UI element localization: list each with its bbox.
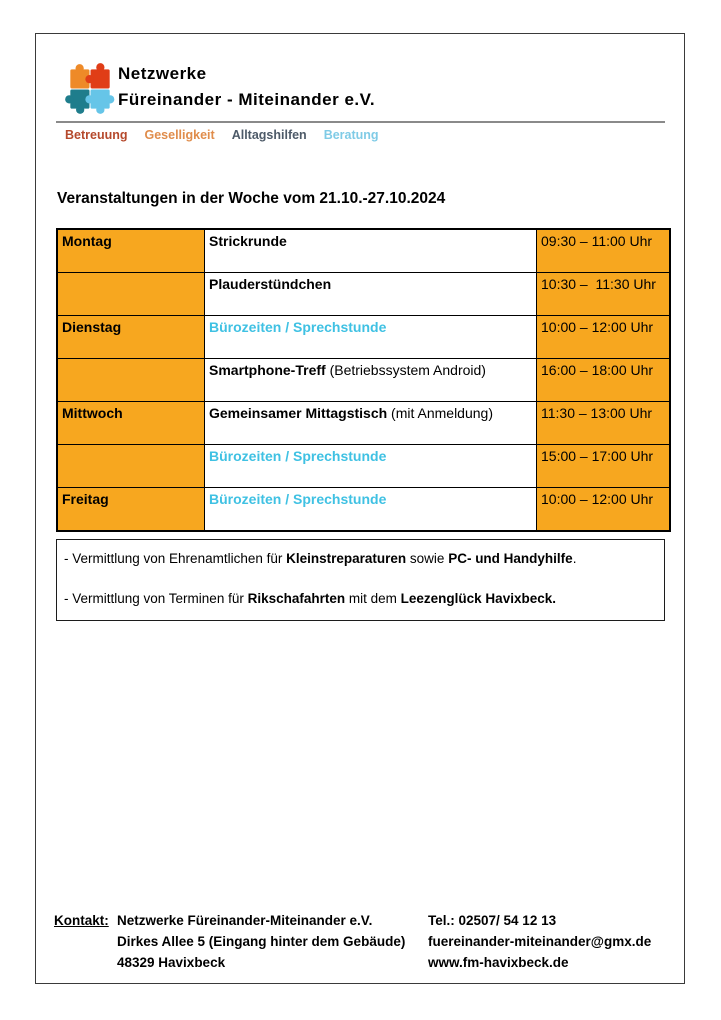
day-cell: Montag bbox=[57, 229, 205, 273]
note-line-2 bbox=[64, 590, 657, 608]
contact-web: www.fm-havixbeck.de bbox=[428, 955, 569, 970]
table-row bbox=[57, 273, 670, 316]
table-row bbox=[57, 488, 670, 532]
note-text: mit dem bbox=[345, 591, 401, 606]
event-cell bbox=[205, 402, 537, 445]
letterhead-nav bbox=[65, 128, 379, 142]
time-cell: 11:30 – 13:00 Uhr bbox=[537, 402, 671, 445]
time-cell: 10:00 – 12:00 Uhr bbox=[537, 316, 671, 359]
day-cell bbox=[57, 445, 205, 488]
table-row bbox=[57, 402, 670, 445]
page-title: Veranstaltungen in der Woche vom 21.10.-27.10.2024 bbox=[57, 190, 446, 207]
event-note: (mit Anmeldung) bbox=[387, 405, 493, 421]
puzzle-logo-icon bbox=[64, 60, 116, 118]
event-cell bbox=[205, 488, 537, 532]
event-cell bbox=[205, 359, 537, 402]
schedule-table bbox=[56, 228, 671, 532]
day-cell bbox=[57, 359, 205, 402]
note-text: - Vermittlung von Ehrenamtlichen für bbox=[64, 551, 287, 566]
day-cell bbox=[57, 273, 205, 316]
note-line-1 bbox=[64, 550, 657, 568]
table-row bbox=[57, 316, 670, 359]
note-bold: Rikschafahrten bbox=[247, 591, 346, 606]
event-name: Gemeinsamer Mittagstisch bbox=[209, 405, 388, 421]
note-text: - Vermittlung von Terminen für bbox=[64, 591, 248, 606]
contact-street: Dirkes Allee 5 (Eingang hinter dem Gebäude) bbox=[117, 934, 406, 949]
table-row bbox=[57, 359, 670, 402]
brand-line1: Netzwerke bbox=[118, 64, 207, 83]
nav-item-alltagshilfen: Alltagshilfen bbox=[231, 128, 307, 142]
event-name: Bürozeiten / Sprechstunde bbox=[209, 448, 387, 464]
event-name: Bürozeiten / Sprechstunde bbox=[209, 319, 387, 335]
day-cell: Mittwoch bbox=[57, 402, 205, 445]
time-cell: 09:30 – 11:00 Uhr bbox=[537, 229, 671, 273]
note-text: sowie bbox=[406, 551, 449, 566]
event-note: (Betriebssystem Android) bbox=[325, 362, 486, 378]
contact-phone: Tel.: 02507/ 54 12 13 bbox=[428, 913, 557, 928]
contact-org: Netzwerke Füreinander-Miteinander e.V. bbox=[117, 913, 373, 928]
event-cell bbox=[205, 445, 537, 488]
event-cell bbox=[205, 229, 537, 273]
day-cell: Dienstag bbox=[57, 316, 205, 359]
note-text: . bbox=[572, 551, 577, 566]
event-name: Strickrunde bbox=[209, 233, 287, 249]
nav-item-geselligkeit: Geselligkeit bbox=[144, 128, 215, 142]
time-cell: 10:00 – 12:00 Uhr bbox=[537, 488, 671, 532]
contact-channels bbox=[428, 910, 651, 973]
contact-address bbox=[117, 910, 405, 973]
event-name: Plauderstündchen bbox=[209, 276, 332, 292]
puzzle-piece-teal bbox=[65, 90, 89, 114]
event-name: Bürozeiten / Sprechstunde bbox=[209, 491, 387, 507]
table-row bbox=[57, 445, 670, 488]
time-cell: 16:00 – 18:00 Uhr bbox=[537, 359, 671, 402]
puzzle-piece-blue bbox=[85, 90, 114, 114]
nav-item-betreuung: Betreuung bbox=[65, 128, 128, 142]
note-bold: PC- und Handyhilfe bbox=[448, 551, 573, 566]
nav-item-beratung: Beratung bbox=[323, 128, 379, 142]
event-name: Smartphone-Treff bbox=[209, 362, 326, 378]
contact-city: 48329 Havixbeck bbox=[117, 955, 226, 970]
event-cell bbox=[205, 316, 537, 359]
time-cell: 10:30 – 11:30 Uhr bbox=[537, 273, 671, 316]
services-note-box bbox=[56, 539, 665, 621]
day-cell: Freitag bbox=[57, 488, 205, 532]
flyer-page bbox=[35, 33, 685, 984]
note-bold: Leezenglück Havixbeck. bbox=[400, 591, 556, 606]
note-bold: Kleinstreparaturen bbox=[286, 551, 407, 566]
table-row bbox=[57, 229, 670, 273]
event-cell bbox=[205, 273, 537, 316]
header-divider bbox=[56, 121, 665, 123]
brand-name bbox=[118, 61, 375, 113]
contact-label: Kontakt: bbox=[54, 913, 109, 928]
time-cell: 15:00 – 17:00 Uhr bbox=[537, 445, 671, 488]
contact-email: fuereinander-miteinander@gmx.de bbox=[428, 934, 652, 949]
brand-line2: Füreinander - Miteinander e.V. bbox=[118, 90, 376, 109]
